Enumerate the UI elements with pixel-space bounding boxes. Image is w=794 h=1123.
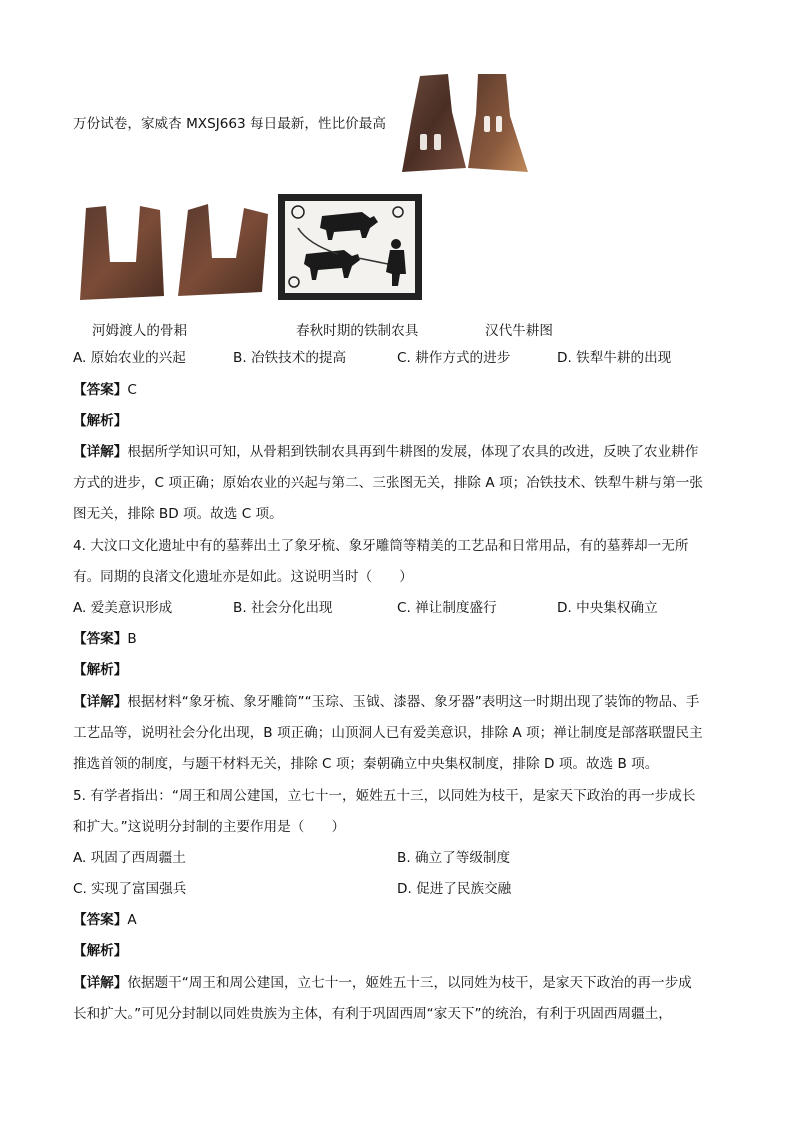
q4-option-d: D. 中央集权确立 — [557, 600, 658, 616]
q5-detail-line-2: 长和扩大。”可见分封制以同姓贵族为主体，有利于巩固西周“家天下”的统治，有利于巩固西周疆土， — [73, 1006, 672, 1022]
q4-option-a: A. 爱美意识形成 — [73, 600, 173, 616]
q5-option-b: B. 确立了等级制度 — [397, 850, 511, 866]
q3-option-b: B. 冶铁技术的提高 — [233, 350, 347, 366]
header-note: 万份试卷，家威杏 MXSJ663 每日最新，性比价最高 — [73, 116, 386, 132]
q3-option-d: D. 铁犁牛耕的出现 — [557, 350, 672, 366]
answer-label: 【答案】 — [73, 382, 128, 398]
caption-iron-tools: 春秋时期的铁制农具 — [296, 323, 419, 339]
q5-option-a: A. 巩固了西周疆土 — [73, 850, 186, 866]
q4-option-c: C. 禅让制度盛行 — [397, 600, 497, 616]
iron-tools-photo — [76, 200, 272, 306]
q3-answer — [73, 380, 137, 400]
q4-answer: 【答案】B — [73, 631, 137, 647]
iron-spade-photo — [398, 72, 532, 178]
q5-option-d: D. 促进了民族交融 — [397, 881, 512, 897]
q4-analysis-label: 【解析】 — [73, 662, 128, 678]
q5-answer: 【答案】A — [73, 912, 137, 928]
ox-ploughing-picture — [278, 194, 422, 300]
caption-ox-ploughing: 汉代牛耕图 — [485, 323, 553, 339]
q5-stem-line-2: 和扩大。”这说明分封制的主要作用是（ ） — [73, 819, 346, 835]
q4-detail-line-3: 推选首领的制度，与题干材料无关，排除 C 项；秦朝确立中央集权制度，排除 D 项。故选 B 项。 — [73, 756, 659, 772]
q5-analysis-label: 【解析】 — [73, 943, 128, 959]
q3-option-a: A. 原始农业的兴起 — [73, 350, 186, 366]
q3-detail-line-2: 方式的进步，C 项正确；原始农业的兴起与第二、三张图无关，排除 A 项；冶铁技术、铁犁牛耕与第一张 — [73, 475, 703, 491]
q3-analysis-label: 【解析】 — [73, 413, 128, 429]
q3-option-c: C. 耕作方式的进步 — [397, 350, 511, 366]
q4-option-b: B. 社会分化出现 — [233, 600, 333, 616]
q4-detail-line-2: 工艺品等，说明社会分化出现，B 项正确；山顶洞人已有爱美意识，排除 A 项；禅让制度是部落联盟民主 — [73, 725, 703, 741]
q4-stem-line-2: 有。同期的良渚文化遗址亦是如此。这说明当时（ ） — [73, 569, 413, 585]
q3-detail-line-1: 【详解】根据所学知识可知，从骨耜到铁制农具再到牛耕图的发展，体现了农具的改进，反映了农业耕作 — [73, 444, 699, 460]
caption-bone-spade: 河姆渡人的骨耜 — [92, 323, 188, 339]
q4-stem-line-1: 4. 大汶口文化遗址中有的墓葬出土了象牙梳、象牙雕筒等精美的工艺品和日常用品，有的墓葬却一无所 — [73, 538, 689, 554]
q4-detail-line-1: 【详解】根据材料“象牙梳、象牙雕筒”“玉琮、玉钺、漆器、象牙器”表明这一时期出现了装饰的物品、手 — [73, 694, 700, 710]
q3-detail-line-3: 图无关，排除 BD 项。故选 C 项。 — [73, 506, 283, 522]
answer-value: C — [127, 382, 137, 398]
q5-stem-line-1: 5. 有学者指出：“周王和周公建国，立七十一，姬姓五十三，以同姓为枝干，是家天下政治的再一步成长 — [73, 788, 696, 804]
q5-detail-line-1: 【详解】依据题干“周王和周公建国，立七十一，姬姓五十三，以同姓为枝干，是家天下政治的再一步成 — [73, 975, 692, 991]
q5-option-c: C. 实现了富国强兵 — [73, 881, 187, 897]
